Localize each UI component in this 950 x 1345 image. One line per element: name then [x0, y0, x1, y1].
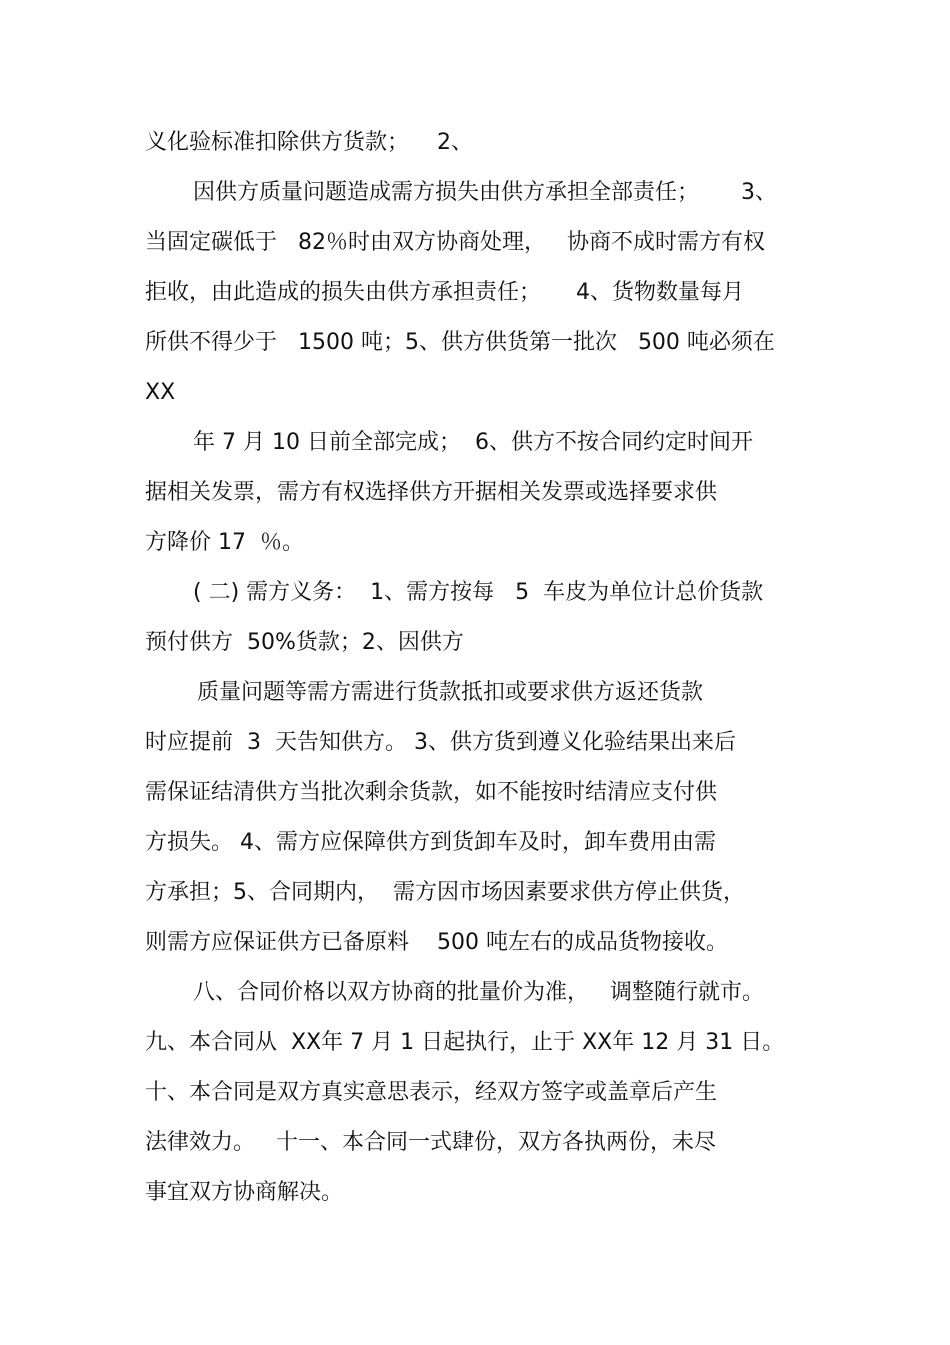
text-line: 需保证结清供方当批次剩余货款，如不能按时结清应支付供	[145, 780, 718, 805]
text-line: 方损失。 4、需方应保障供方到货卸车及时，卸车费用由需	[145, 830, 716, 855]
text-line: 九、本合同从 XX年 7 月 1 日起执行，止于 XX年 12 月 31 日。	[145, 1030, 785, 1055]
text-line: 预付供方 50%货款；2、因供方	[145, 630, 464, 655]
text-line: 时应提前 3 天告知供方。 3、供方货到遵义化验结果出来后	[145, 730, 736, 755]
text-line: 年 7 月 10 日前全部完成； 6、供方不按合同约定时间开	[193, 430, 753, 455]
text-line: 当固定碳低于 82％时由双方协商处理， 协商不成时需方有权	[145, 230, 765, 255]
text-line: 八、合同价格以双方协商的批量价为准， 调整随行就市。	[193, 980, 764, 1005]
text-line: ( 二) 需方义务： 1、需方按每 5 车皮为单位计总价货款	[193, 580, 764, 605]
text-line: 法律效力。 十一、本合同一式肆份，双方各执两份，未尽	[145, 1130, 716, 1155]
text-line: 质量问题等需方需进行货款抵扣或要求供方返还货款	[197, 680, 704, 705]
text-line: 因供方质量问题造成需方损失由供方承担全部责任； 3、	[193, 180, 777, 205]
text-line: 所供不得少于 1500 吨；5、供方供货第一批次 500 吨必须在	[145, 330, 775, 355]
text-line: 据相关发票，需方有权选择供方开据相关发票或选择要求供	[145, 480, 718, 505]
text-line: 拒收，由此造成的损失由供方承担责任； 4、货物数量每月	[145, 280, 744, 305]
text-line: 义化验标准扣除供方货款； 2、	[145, 130, 473, 155]
text-line: 十、本合同是双方真实意思表示，经双方签字或盖章后产生	[145, 1080, 718, 1105]
text-line: 方承担；5、合同期内， 需方因市场因素要求供方停止供货，	[145, 880, 745, 905]
text-line: 方降价 17 ％。	[145, 530, 304, 555]
text-line: 事宜双方协商解决。	[145, 1180, 344, 1205]
text-line: XX	[145, 380, 176, 405]
text-line: 则需方应保证供方已备原料 500 吨左右的成品货物接收。	[145, 930, 728, 955]
